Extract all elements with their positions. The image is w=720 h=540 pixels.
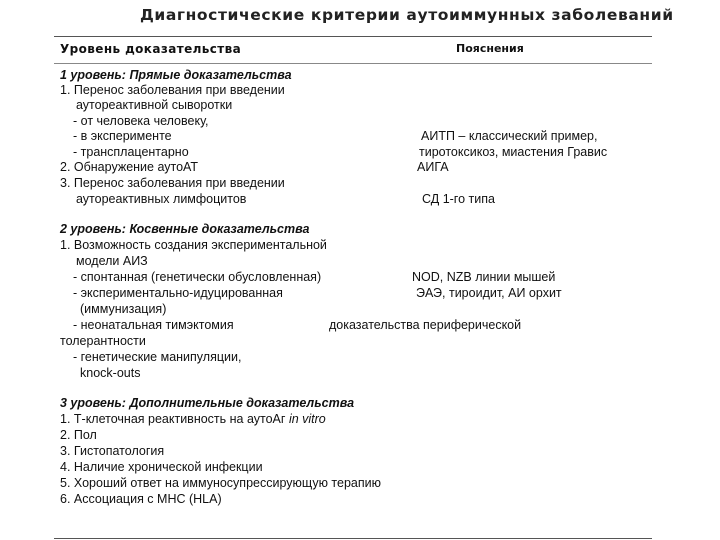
level1-note: тиротоксикоз, миастения Гравис [419, 145, 608, 159]
level3-item: 3. Гистопатология [60, 444, 165, 458]
level1-note: АИТП – классический пример, [421, 129, 598, 143]
page-title: Диагностические критерии аутоиммунных заболеваний [140, 6, 674, 24]
level2-note: ЭАЭ, тироидит, АИ орхит [416, 286, 562, 300]
level1-item: 3. Перенос заболевания при введении [60, 176, 285, 190]
level1-item: - в эксперименте [73, 129, 172, 143]
level3-item-italic: in vitro [288, 412, 326, 426]
level2-item: knock-outs [80, 366, 141, 380]
table-bottom-rule [54, 538, 652, 539]
level2-item: - неонатальная тимэктомия [73, 318, 234, 332]
level2-item: толерантности [60, 334, 146, 348]
level2-item: - экспериментально-идуцированная [73, 286, 283, 300]
level1-item: - от человека человеку, [73, 114, 209, 128]
level2-item: 1. Возможность создания экспериментальной [60, 238, 327, 252]
level1-item: аутореактивной сыворотки [76, 98, 233, 112]
level3-item [60, 412, 326, 427]
level1-heading: 1 уровень: Прямые доказательства [60, 68, 292, 82]
table-top-rule [54, 36, 652, 37]
level1-note: СД 1-го типа [422, 192, 495, 206]
level1-item: 2. Обнаружение аутоАТ [60, 160, 199, 174]
level1-item: 1. Перенос заболевания при введении [60, 83, 285, 97]
level2-item: - генетические манипуляции, [73, 350, 242, 364]
level2-note: доказательства периферической [329, 318, 522, 332]
level3-heading: 3 уровень: Дополнительные доказательства [60, 396, 355, 410]
level2-note: NOD, NZB линии мышей [412, 270, 556, 284]
level1-note: АИГА [417, 160, 449, 174]
table-header-rule [54, 63, 652, 64]
level1-item: аутореактивных лимфоцитов [76, 192, 247, 206]
level3-item: 2. Пол [60, 428, 97, 442]
column-header-level: Уровень доказательства [60, 42, 242, 56]
level1-item: - трансплацентарно [73, 145, 189, 159]
column-header-notes: Пояснения [456, 42, 524, 55]
level2-item: (иммунизация) [80, 302, 167, 316]
level3-item: 5. Хороший ответ на иммуносупрессирующую терапию [60, 476, 381, 490]
level2-heading: 2 уровень: Косвенные доказательства [60, 222, 310, 236]
level3-item: 6. Ассоциация с МНС (HLA) [60, 492, 222, 506]
level2-item: - спонтанная (генетически обусловленная) [73, 270, 322, 284]
level2-item: модели АИЗ [76, 254, 148, 268]
level3-item-text: 1. Т-клеточная реактивность на аутоАг [60, 412, 289, 426]
level3-item: 4. Наличие хронической инфекции [60, 460, 263, 474]
